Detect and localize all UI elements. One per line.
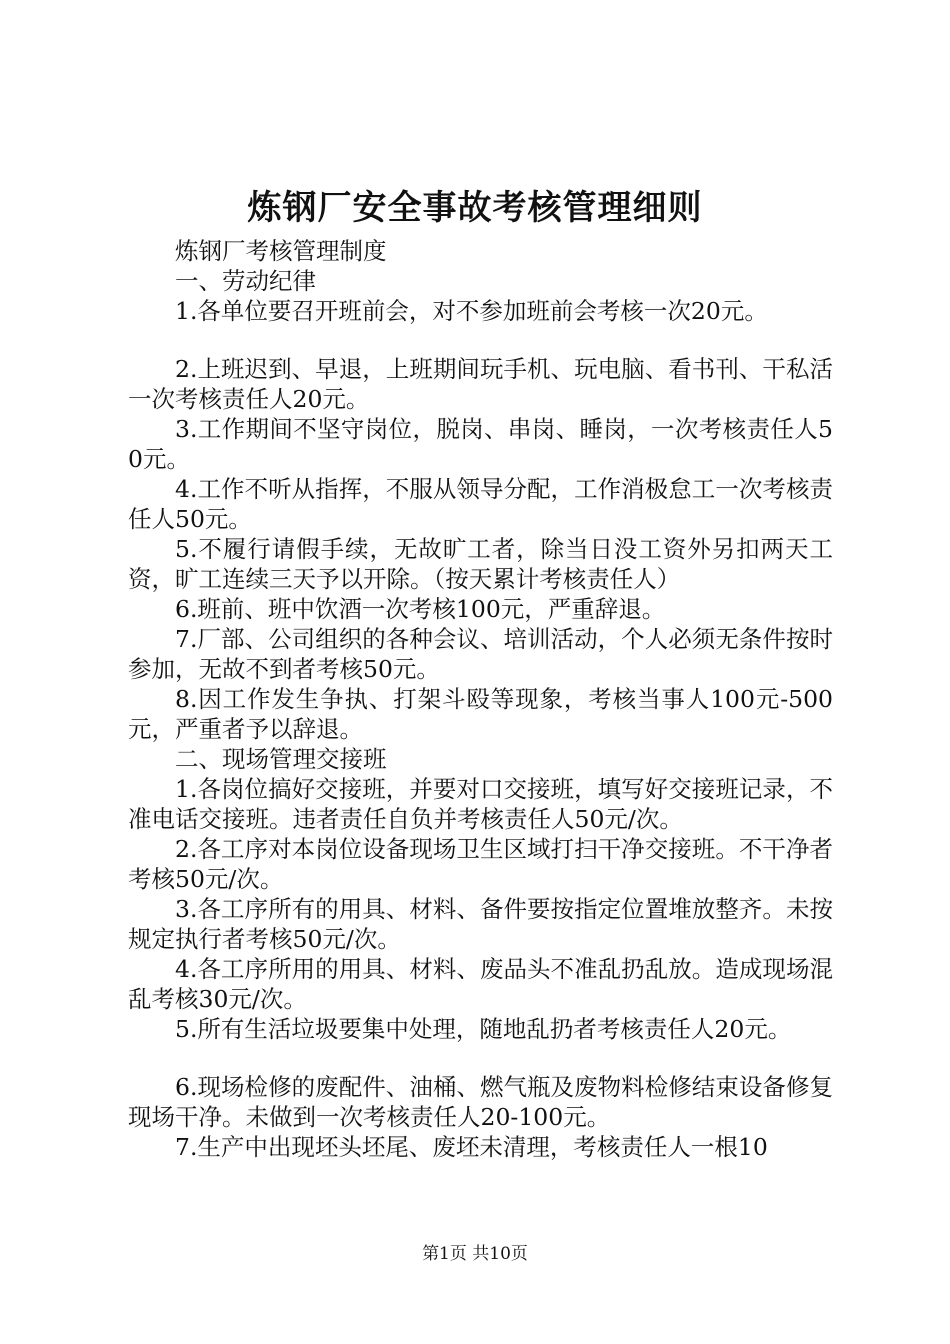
paragraph: 1.各单位要召开班前会，对不参加班前会考核一次20元。 (175, 297, 768, 325)
paragraph: 3.各工序所有的用具、材料、备件要按指定位置堆放整齐。未按规定执行者考核50元/次。 (128, 895, 833, 953)
paragraph: 二、现场管理交接班 (175, 745, 387, 773)
paragraph: 1.各岗位搞好交接班，并要对口交接班，填写好交接班记录，不准电话交接班。违者责任自负并考核责任人50元/次。 (128, 775, 833, 833)
paragraph: 6.现场检修的废配件、油桶、燃气瓶及废物料检修结束设备修复现场干净。未做到一次考核责任人20-100元。 (128, 1073, 833, 1131)
paragraph: 5.所有生活垃圾要集中处理，随地乱扔者考核责任人20元。 (175, 1015, 792, 1043)
paragraph-spacer (128, 1044, 833, 1072)
paragraph: 5.不履行请假手续，无故旷工者，除当日没工资外另扣两天工资，旷工连续三天予以开除。（按天累计考核责任人） (128, 535, 833, 593)
paragraph: 7.生产中出现坯头坯尾、废坯未清理，考核责任人一根10 (175, 1133, 768, 1161)
paragraph: 2.各工序对本岗位设备现场卫生区域打扫干净交接班。不干净者考核50元/次。 (128, 835, 833, 893)
page-footer: 第1页 共10页 (422, 1244, 528, 1264)
paragraph: 炼钢厂考核管理制度 (175, 237, 387, 265)
document-body (128, 236, 833, 1162)
paragraph: 7.厂部、公司组织的各种会议、培训活动，个人必须无条件按时参加，无故不到者考核50元。 (128, 625, 833, 683)
paragraph-spacer (128, 326, 833, 354)
document-title: 炼钢厂安全事故考核管理细则 (247, 188, 703, 228)
paragraph: 8.因工作发生争执、打架斗殴等现象，考核当事人100元-500元，严重者予以辞退。 (128, 685, 833, 743)
paragraph: 6.班前、班中饮酒一次考核100元，严重辞退。 (175, 595, 666, 623)
paragraph: 3.工作期间不坚守岗位，脱岗、串岗、睡岗，一次考核责任人50元。 (128, 415, 833, 473)
paragraph: 4.工作不听从指挥，不服从领导分配，工作消极怠工一次考核责任人50元。 (128, 475, 833, 533)
paragraph: 一、劳动纪律 (175, 267, 316, 295)
paragraph: 2.上班迟到、早退，上班期间玩手机、玩电脑、看书刊、干私活一次考核责任人20元。 (128, 355, 833, 413)
paragraph: 4.各工序所用的用具、材料、废品头不准乱扔乱放。造成现场混乱考核30元/次。 (128, 955, 833, 1013)
